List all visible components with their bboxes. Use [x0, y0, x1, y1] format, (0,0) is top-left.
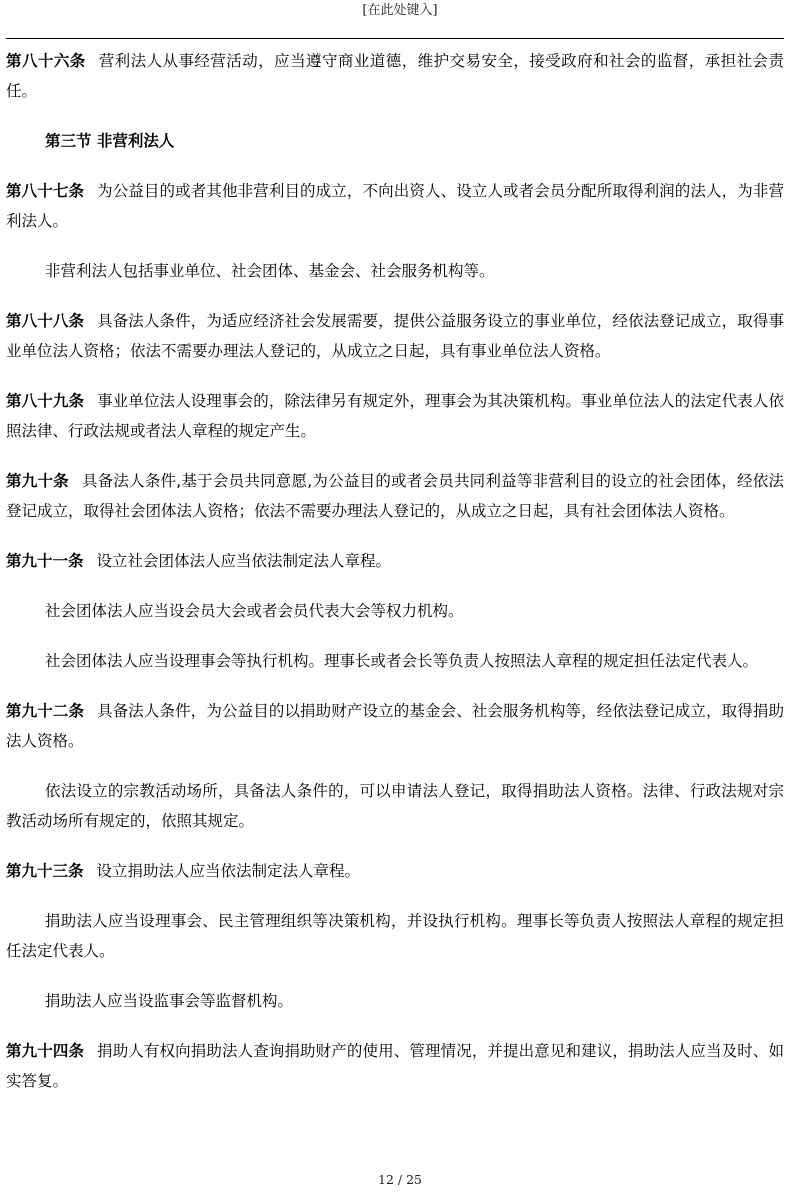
- article-88: [6, 306, 784, 366]
- paragraph: 社会团体法人应当设会员大会或者会员代表大会等权力机构。: [45, 602, 464, 620]
- article-number: 第九十一条: [6, 552, 84, 570]
- article-text: 捐助人有权向捐助法人查询捐助财产的使用、管理情况，并提出意见和建议，捐助法人应当及时、如实答复。: [6, 1042, 784, 1090]
- section-heading: 第三节 非营利法人: [45, 132, 175, 150]
- article-number: 第九十条: [6, 472, 69, 490]
- header-divider: [6, 38, 784, 39]
- paragraph: 依法设立的宗教活动场所，具备法人条件的，可以申请法人登记，取得捐助法人资格。法律、行政法规对宗教活动场所有规定的，依照其规定。: [6, 782, 784, 830]
- paragraph: 非营利法人包括事业单位、社会团体、基金会、社会服务机构等。: [45, 262, 495, 280]
- article-text: 具备法人条件,基于会员共同意愿,为公益目的或者会员共同利益等非营利目的设立的社会团体，经依法登记成立，取得社会团体法人资格；依法不需要办理法人登记的，从成立之日起，具有社会团体法人资格。: [6, 472, 784, 520]
- article-text: 具备法人条件，为公益目的以捐助财产设立的基金会、社会服务机构等，经依法登记成立，取得捐助法人资格。: [6, 702, 784, 750]
- article-89: [6, 386, 784, 446]
- page-number: 12 / 25: [378, 1172, 422, 1187]
- article-number: 第八十九条: [6, 392, 85, 410]
- article-text: 设立社会团体法人应当依法制定法人章程。: [96, 552, 392, 570]
- article-text: 营利法人从事经营活动，应当遵守商业道德，维护交易安全，接受政府和社会的监督，承担社会责任。: [6, 52, 784, 100]
- article-94: [6, 1036, 784, 1096]
- article-number: 第九十三条: [6, 862, 84, 880]
- article-91: [6, 546, 784, 576]
- article-number: 第九十四条: [6, 1042, 85, 1060]
- article-number: 第八十六条: [6, 52, 86, 70]
- article-number: 第八十七条: [6, 182, 85, 200]
- article-text: 设立捐助法人应当依法制定法人章程。: [96, 862, 361, 880]
- article-text: 具备法人条件，为适应经济社会发展需要，提供公益服务设立的事业单位，经依法登记成立，取得事业单位法人资格；依法不需要办理法人登记的，从成立之日起，具有事业单位法人资格。: [6, 312, 784, 360]
- article-87: [6, 176, 784, 236]
- paragraph: 社会团体法人应当设理事会等执行机构。理事长或者会长等负责人按照法人章程的规定担任法定代表人。: [45, 652, 759, 670]
- article-90: [6, 466, 784, 526]
- article-86: [6, 46, 784, 106]
- article-92: [6, 696, 784, 756]
- article-93: [6, 856, 784, 886]
- paragraph: 捐助法人应当设监事会等监督机构。: [45, 992, 294, 1010]
- page-header: [在此处键入]: [362, 3, 438, 18]
- article-number: 第九十二条: [6, 702, 85, 720]
- article-number: 第八十八条: [6, 312, 85, 330]
- document-body: [6, 46, 784, 1116]
- article-text: 事业单位法人设理事会的，除法律另有规定外，理事会为其决策机构。事业单位法人的法定代表人依照法律、行政法规或者法人章程的规定产生。: [6, 392, 784, 440]
- paragraph: 捐助法人应当设理事会、民主管理组织等决策机构，并设执行机构。理事长等负责人按照法人章程的规定担任法定代表人。: [6, 912, 784, 960]
- article-text: 为公益目的或者其他非营利目的成立，不向出资人、设立人或者会员分配所取得利润的法人，为非营利法人。: [6, 182, 784, 230]
